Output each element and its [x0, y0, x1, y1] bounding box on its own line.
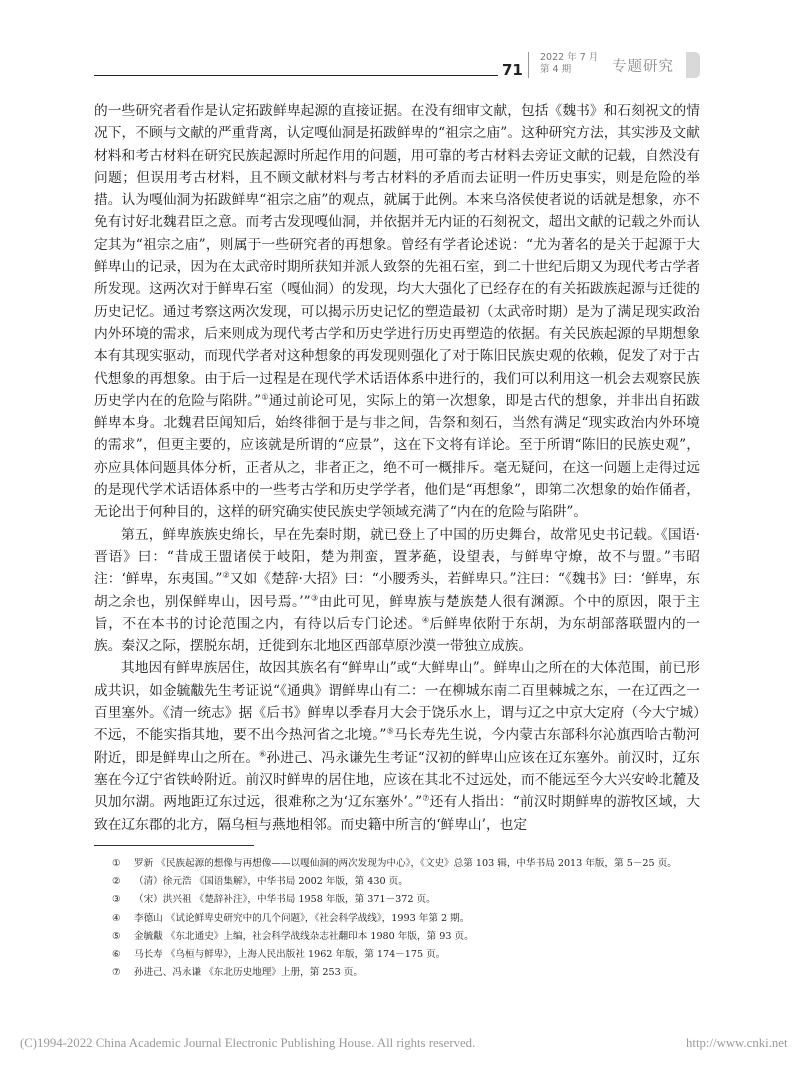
footnote-text: 马长寿 《乌桓与鲜卑》，上海人民出版社 1962 年版，第 174－175 页。	[134, 949, 446, 961]
paragraph-text: 的一些研究者看作是认定拓跋鲜卑起源的直接证据。在没有细审文献，包括《魏书》和石刻祝文的情况下，不顾与文献的严重背离，认定嘎仙洞是拓跋鲜卑的“祖宗之庙”。这种研究方法，其实涉及文献材料和考古材料在研究民族起源时所起作用的问题，用可靠的考古材料去旁证文献的记载，自然没有问题；但误用考古材料，且不顾文献材料与考古材料的矛盾而去证明一件历史事实，则是危险的举措。认为嘎仙洞为拓跋鲜卑“祖宗之庙”的观点，就属于此例。本来乌洛侯使者说的话就是想象，亦不免有讨好北魏君臣之意。而考古发现嘎仙洞，并依据并无内证的石刻祝文，超出文献的记载之外而认定其为“祖宗之庙”，则属于一些研究者的再想象。曾经有学者论述说：“尤为著名的是关于起源于大鲜卑山的记录，因为在太武帝时期所获知并派人致祭的先祖石室，到二十世纪后期又为现代考古学者所发现。这两次对于鲜卑石室（嘎仙洞）的发现，均大大强化了已经存在的有关拓跋族起源与迁徙的历史记忆。通过考察这两次发现，可以揭示历史记忆的塑造最初（太武帝时期）是为了满足现实政治内外环境的需求，后来则成为现代考古学和历史学进行历史再塑造的依据。有关民族起源的早期想象本有其现实驱动，而现代学者对这种想象的再发现则强化了对于陈旧民族史观的依赖，促发了对于古代想象的再想象。由于后一过程是在现代学术话语体系中进行的，我们可以利用这一机会去观察民族历史学内在的危险与陷阱。”	[94, 103, 700, 409]
body-paragraph	[94, 657, 700, 835]
footnote-text: 孙进己、冯永谦 《东北历史地理》上册，第 253 页。	[134, 967, 363, 979]
article-body	[94, 100, 700, 836]
footnote-rule	[94, 845, 254, 846]
body-paragraph	[94, 100, 700, 524]
page-number: 71	[502, 61, 523, 79]
footnote-item	[94, 928, 700, 946]
paragraph-text: 后鲜卑依附于东胡，为东胡部落联盟内的一族。秦汉之际，摆脱东胡，迁徙到东北地区西部草原沙漠一带独立成族。	[94, 615, 700, 655]
section-title: 专题研究	[612, 59, 674, 75]
paragraph-text: 其地因有鲜卑族居住，故因其族名有“鲜卑山”或“大鲜卑山”。鲜卑山之所在的大体范围，前已形成共识，如金毓黻先生考证说“《通典》谓鲜卑山有二：一在柳城东南二百里棘城之东，一在辽西之一百里塞外。《清一统志》据《后书》鲜卑以季春月大会于饶乐水上，谓与辽之中京大定府（今大宁城）不远，不能实指其地，要不出今热河省之北境。”	[94, 660, 700, 744]
footnote-item	[94, 910, 700, 928]
footnote-mark: ③	[112, 894, 121, 906]
footnotes	[94, 855, 700, 982]
footnote-ref[interactable]: ⑤	[386, 726, 395, 736]
paragraph-text: 通过前论可见，实际上的第一次想象，即是古代的想象，并非出自拓跋鲜卑本身。北魏君臣闻知后，始终徘徊于是与非之间，告祭和刻石，当然有满足“现实政治内外环境的需求”，但更主要的，应该就是所谓的“应景”，这在下文将有详论。至于所谓“陈旧的民族史观”，亦应具体问题具体分析，正者从之，非者正之，绝不可一概排斥。毫无疑问，在这一问题上走得过远的是现代学术话语体系中的一些考古学和历史学学者，他们是“再想象”，即第二次想象的始作俑者，无论出于何种目的，这样的研究确实使民族史学领域充满了“内在的危险与陷阱”。	[94, 392, 700, 521]
footnote-ref[interactable]: ④	[421, 615, 430, 625]
footnote-item	[94, 964, 700, 982]
footnote-ref[interactable]: ②	[222, 570, 230, 580]
footnote-ref[interactable]: ③	[310, 592, 319, 602]
footnote-item	[94, 873, 700, 891]
issue-date: 2022 年 7 月	[540, 52, 599, 63]
paragraph-text: 还有人指出：“前汉时期鲜卑的游牧区域，大致在辽东郡的北方，隔乌桓与燕地相邻。而史籍中所言的‘鲜卑山’，也定	[94, 794, 701, 833]
paragraph-text: 马长寿先生说，今内蒙古东部科尔沁旗西哈古勒河附近，即是鲜卑山之所在。	[94, 727, 700, 766]
section-tab	[686, 52, 700, 78]
footnote-mark: ②	[112, 876, 121, 888]
body-paragraph	[94, 524, 700, 658]
paragraph-text: 由此可见，鲜卑族与楚族楚人很有渊源。个中的原因，限于主旨，不在本书的讨论范围之内，有待以后专门论述。	[94, 593, 700, 632]
footnote-ref[interactable]: ⑦	[422, 793, 430, 803]
header-rule	[94, 75, 498, 76]
footnote-mark: ⑤	[112, 930, 121, 942]
paragraph-text: 又如《楚辞·大招》曰：“小腰秀头，若鲜卑只。”注曰：“《魏书》曰：‘鲜卑，东胡之余也，别保鲜卑山，因号焉。’”	[94, 571, 701, 610]
paragraph-text: 孙进己、冯永谦先生考证“汉初的鲜卑山应该在辽东塞外。前汉时，辽东塞在今辽宁省铁岭附近。前汉时鲜卑的居住地，应该在其北不过远处，而不能远至今大兴安岭北麓及贝加尔湖。两地距辽东过远，很难称之为‘辽东塞外’。”	[94, 749, 700, 811]
copyright-notice: (C)1994-2022 China Academic Journal Electronic Publishing House. All rights reserved.	[20, 1036, 476, 1050]
footnote-text: 金毓黻 《东北通史》上编，社会科学战线杂志社翻印本 1980 年版，第 93 页。	[134, 930, 474, 942]
footnote-text: 罗新 《民族起源的想像与再想像——以嘎仙洞的两次发现为中心》，《文史》总第 103 辑，中华书局 2013 年版，第 5－25 页。	[134, 858, 677, 869]
issue-number: 第 4 期	[540, 64, 572, 75]
footnote-mark: ⑥	[112, 949, 121, 961]
footnote-mark: ⑦	[112, 967, 121, 979]
footnote-text: 李德山 《试论鲜卑史研究中的几个问题》，《社会科学战线》，1993 年第 2 期。	[134, 912, 470, 924]
page-header	[0, 52, 794, 82]
footnote-text: （宋）洪兴祖 《楚辞补注》，中华书局 1958 年版，第 371－372 页。	[134, 894, 436, 906]
footnote-ref[interactable]: ①	[261, 392, 269, 402]
paragraph-text: 第五，鲜卑族族史绵长，早在先秦时期，就已登上了中国的历史舞台，故常见史书记载。《国语·晋语》曰：“昔成王盟诸侯于岐阳，楚为荆蛮，置茅蕝，设望表，与鲜卑守燎，故不与盟。”韦昭注：‘鲜卑，东夷国。”	[94, 526, 700, 588]
footnote-item	[94, 855, 700, 873]
footnote-mark: ①	[112, 858, 121, 869]
site-url[interactable]: http://www.cnki.net	[686, 1036, 788, 1050]
footnote-ref[interactable]: ⑥	[259, 749, 267, 759]
footnote-text: （清）徐元浩 《国语集解》，中华书局 2002 年版，第 430 页。	[134, 876, 408, 888]
footnote-item	[94, 891, 700, 909]
header-divider	[528, 52, 529, 78]
footnote-item	[94, 946, 700, 964]
issue-info	[540, 52, 598, 76]
footnote-mark: ④	[112, 912, 121, 924]
